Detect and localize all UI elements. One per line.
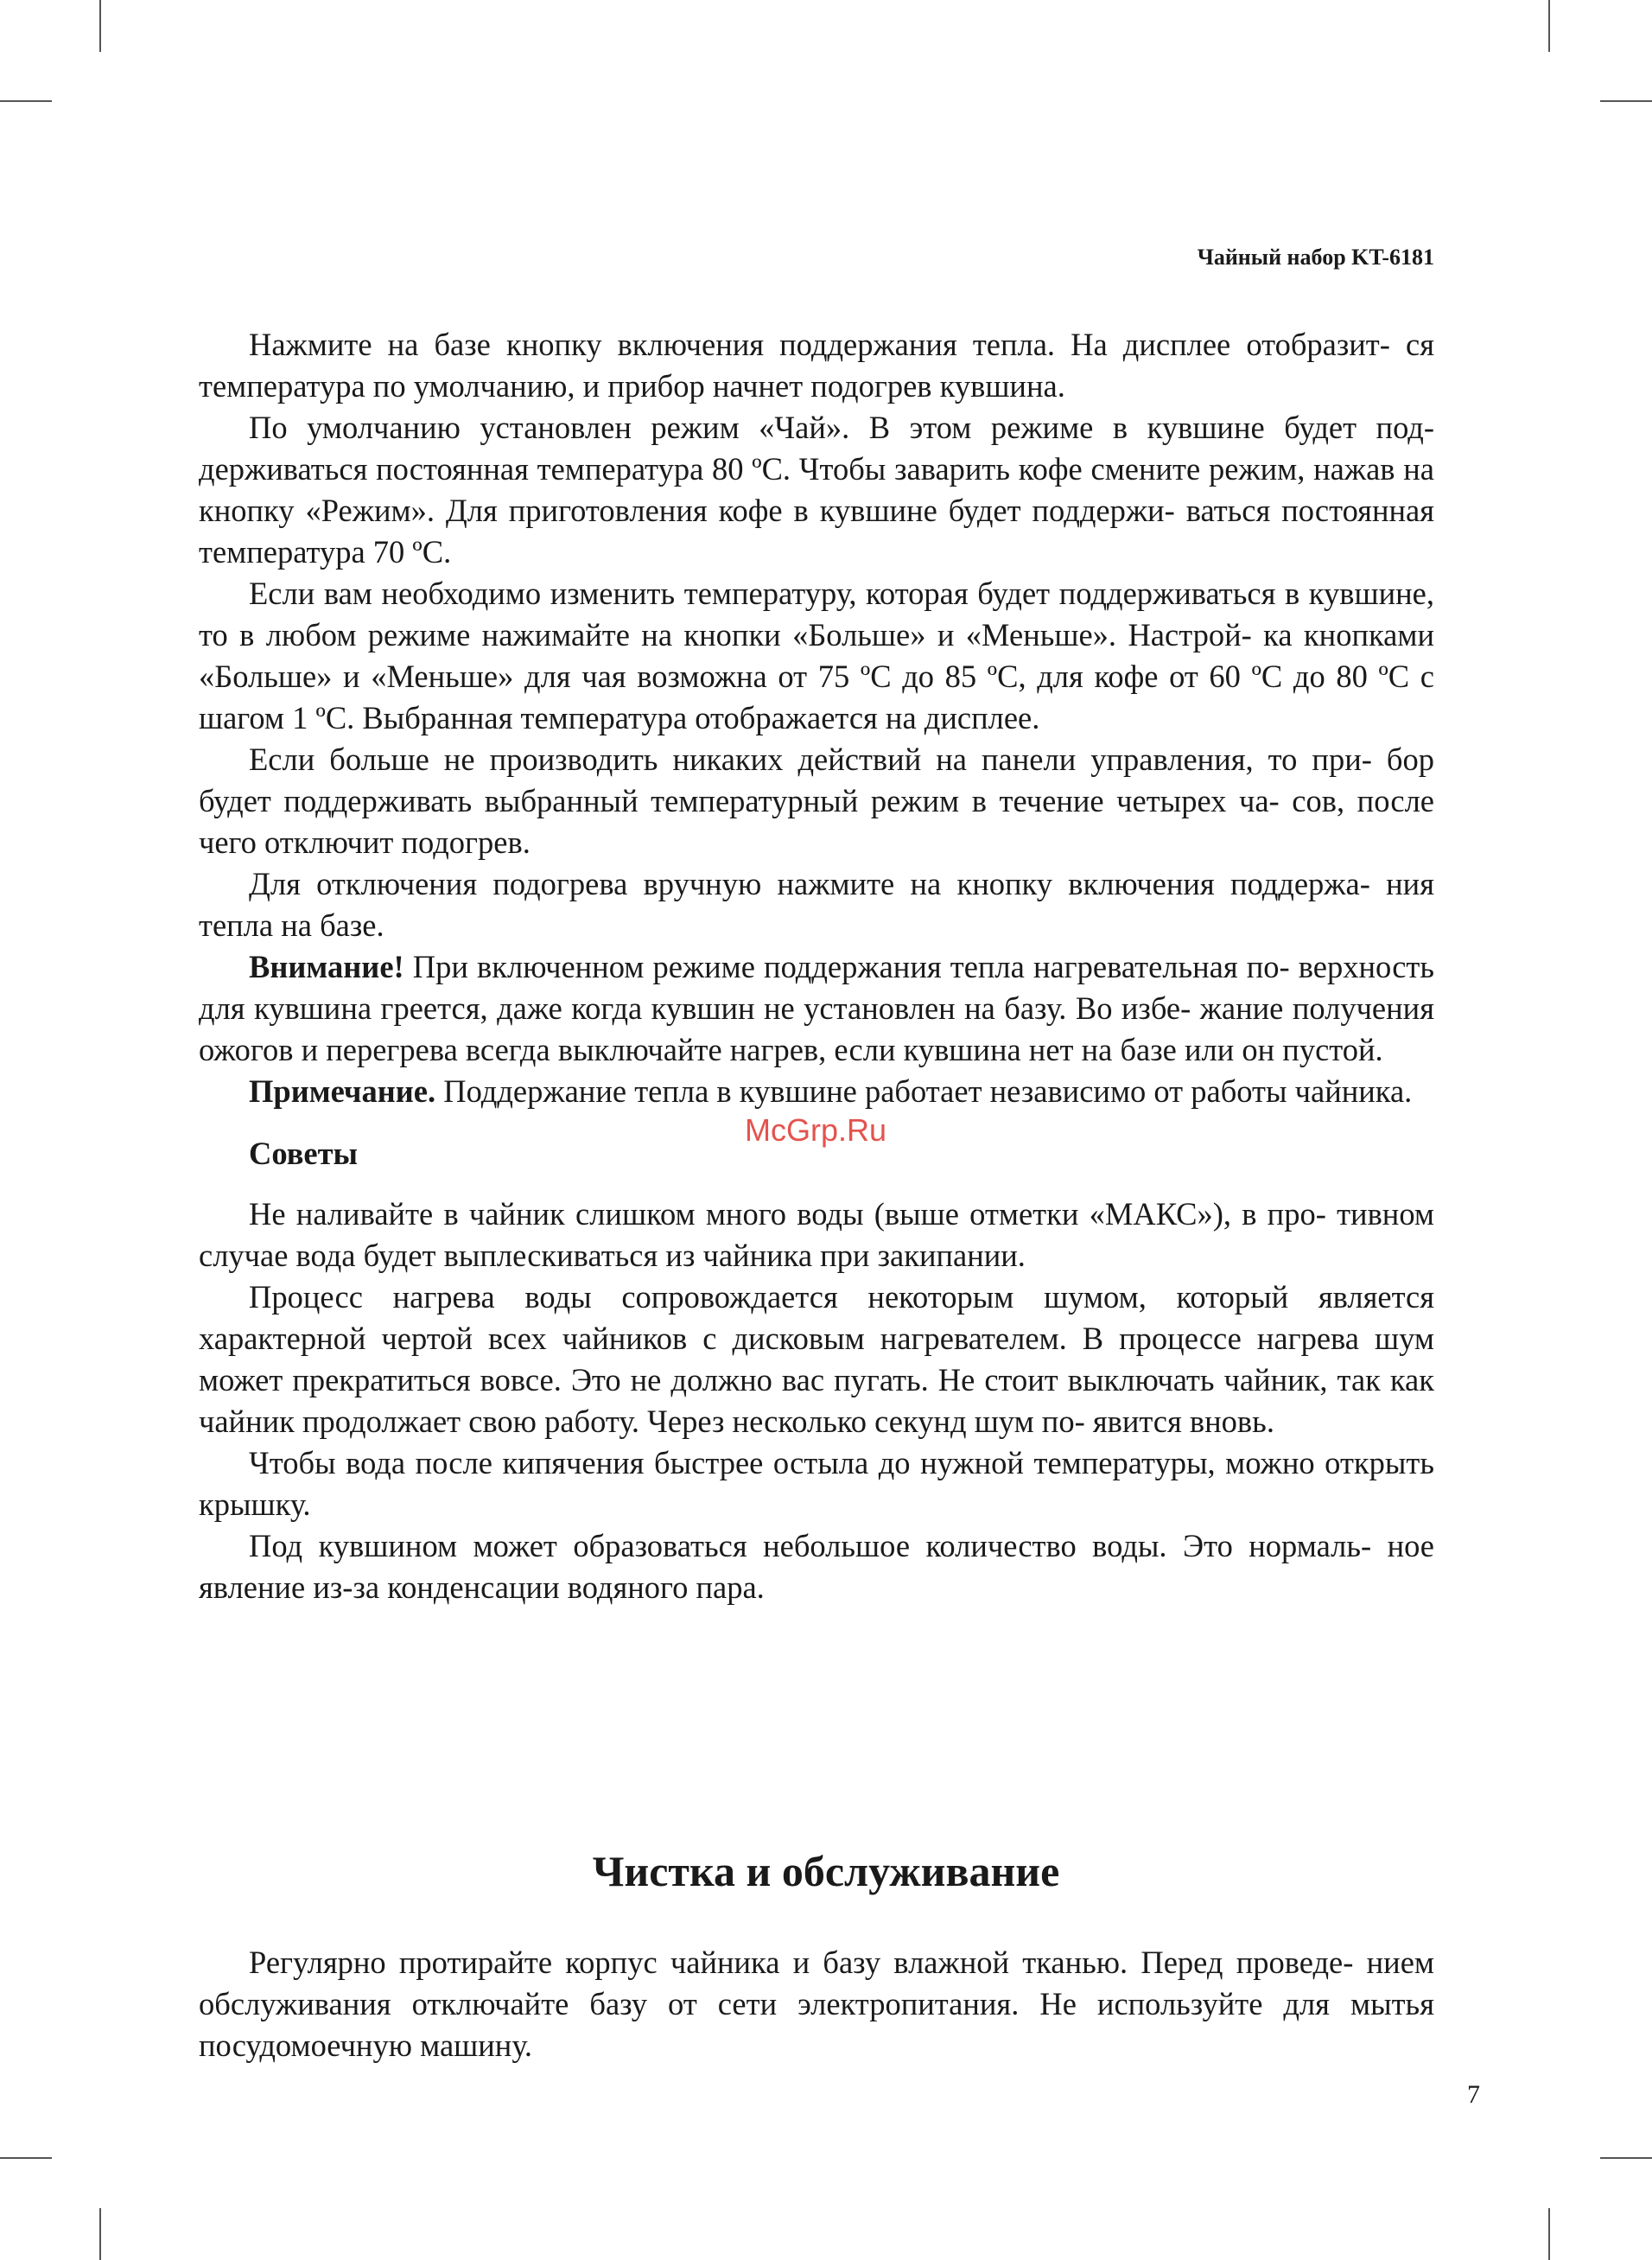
crop-mark [1600, 2157, 1652, 2159]
note-label: Примечание. [249, 1073, 436, 1109]
cleaning-text [199, 1942, 1434, 2066]
paragraph: Для отключения подогрева вручную нажмите на кнопку включения поддержа- ния тепла на базе. [199, 866, 1434, 943]
crop-mark [1600, 100, 1652, 102]
paragraph: По умолчанию установлен режим «Чай». В этом режиме в кувшине будет под- держиваться постоянная температура 80 ºС. Чтобы заварить кофе смените режим, нажав на кнопку «Режим». Для приготовления кофе в кувшине будет поддержи- ваться постоянная температура 70 ºС. [199, 410, 1434, 570]
paragraph: Если больше не производить никаких действий на панели управления, то при- бор будет поддерживать выбранный температурный режим в течение четырех ча- сов, после чего отключит подогрев. [199, 742, 1434, 860]
tip-paragraph: Не наливайте в чайник слишком много воды (выше отметки «МАКС»), в про- тивном случае вода будет выплескиваться из чайника при закипании. [199, 1196, 1434, 1273]
note-text: Поддержание тепла в кувшине работает независимо от работы чайника. [435, 1073, 1413, 1109]
watermark: McGrp.Ru [745, 1112, 887, 1148]
crop-mark [99, 2208, 101, 2260]
page-number: 7 [1467, 2080, 1480, 2109]
paragraph: Нажмите на базе кнопку включения поддержания тепла. На дисплее отобразит- ся температура по умолчанию, и прибор начнет подогрев кувшина. [199, 327, 1434, 404]
tip-paragraph: Чтобы вода после кипячения быстрее остыла до нужной температуры, можно открыть крышку. [199, 1445, 1434, 1522]
section-title: Чистка и обслуживание [592, 1847, 1060, 1895]
note-paragraph [199, 1071, 1434, 1112]
warning-paragraph [199, 946, 1434, 1071]
tips-heading: Советы [249, 1136, 359, 1171]
crop-mark [0, 100, 52, 102]
paragraph: Регулярно протирайте корпус чайника и базу влажной тканью. Перед проведе- нием обслуживания отключайте базу от сети электропитания. Не используйте для мытья посудомоечную машину. [199, 1945, 1434, 2063]
warning-text: При включенном режиме поддержания тепла нагревательная по- верхность для кувшина греется, даже когда кувшин не установлен на базу. Во избе- жание получения ожогов и перегрева всегда выключайте нагрев, если кувшина нет на базе или он пустой. [199, 949, 1434, 1067]
main-text [199, 324, 1434, 1608]
crop-mark [0, 2157, 52, 2159]
paragraph: Если вам необходимо изменить температуру, которая будет поддерживаться в кувшине, то в любом режиме нажимайте на кнопки «Больше» и «Меньше». Настрой- ка кнопками «Больше» и «Меньше» для чая возможна от 75 ºС до 85 ºС, для кофе от 60 ºС до 80 ºС с шагом 1 ºС. Выбранная температура отображается на дисплее. [199, 576, 1434, 735]
tip-paragraph: Под кувшином может образоваться небольшое количество воды. Это нормаль- ное явление из-за конденсации водяного пара. [199, 1528, 1434, 1605]
crop-mark [99, 0, 101, 52]
crop-mark [1548, 0, 1550, 52]
tip-paragraph: Процесс нагрева воды сопровождается некоторым шумом, который является характерной чертой всех чайников с дисковым нагревателем. В процессе нагрева шум может прекратиться вовсе. Это не должно вас пугать. Не стоит выключать чайник, так как чайник продолжает свою работу. Через несколько секунд шум по- явится вновь. [199, 1279, 1434, 1439]
warning-label: Внимание! [249, 949, 404, 984]
crop-mark [1548, 2208, 1550, 2260]
running-header: Чайный набор KT-6181 [1197, 245, 1434, 270]
